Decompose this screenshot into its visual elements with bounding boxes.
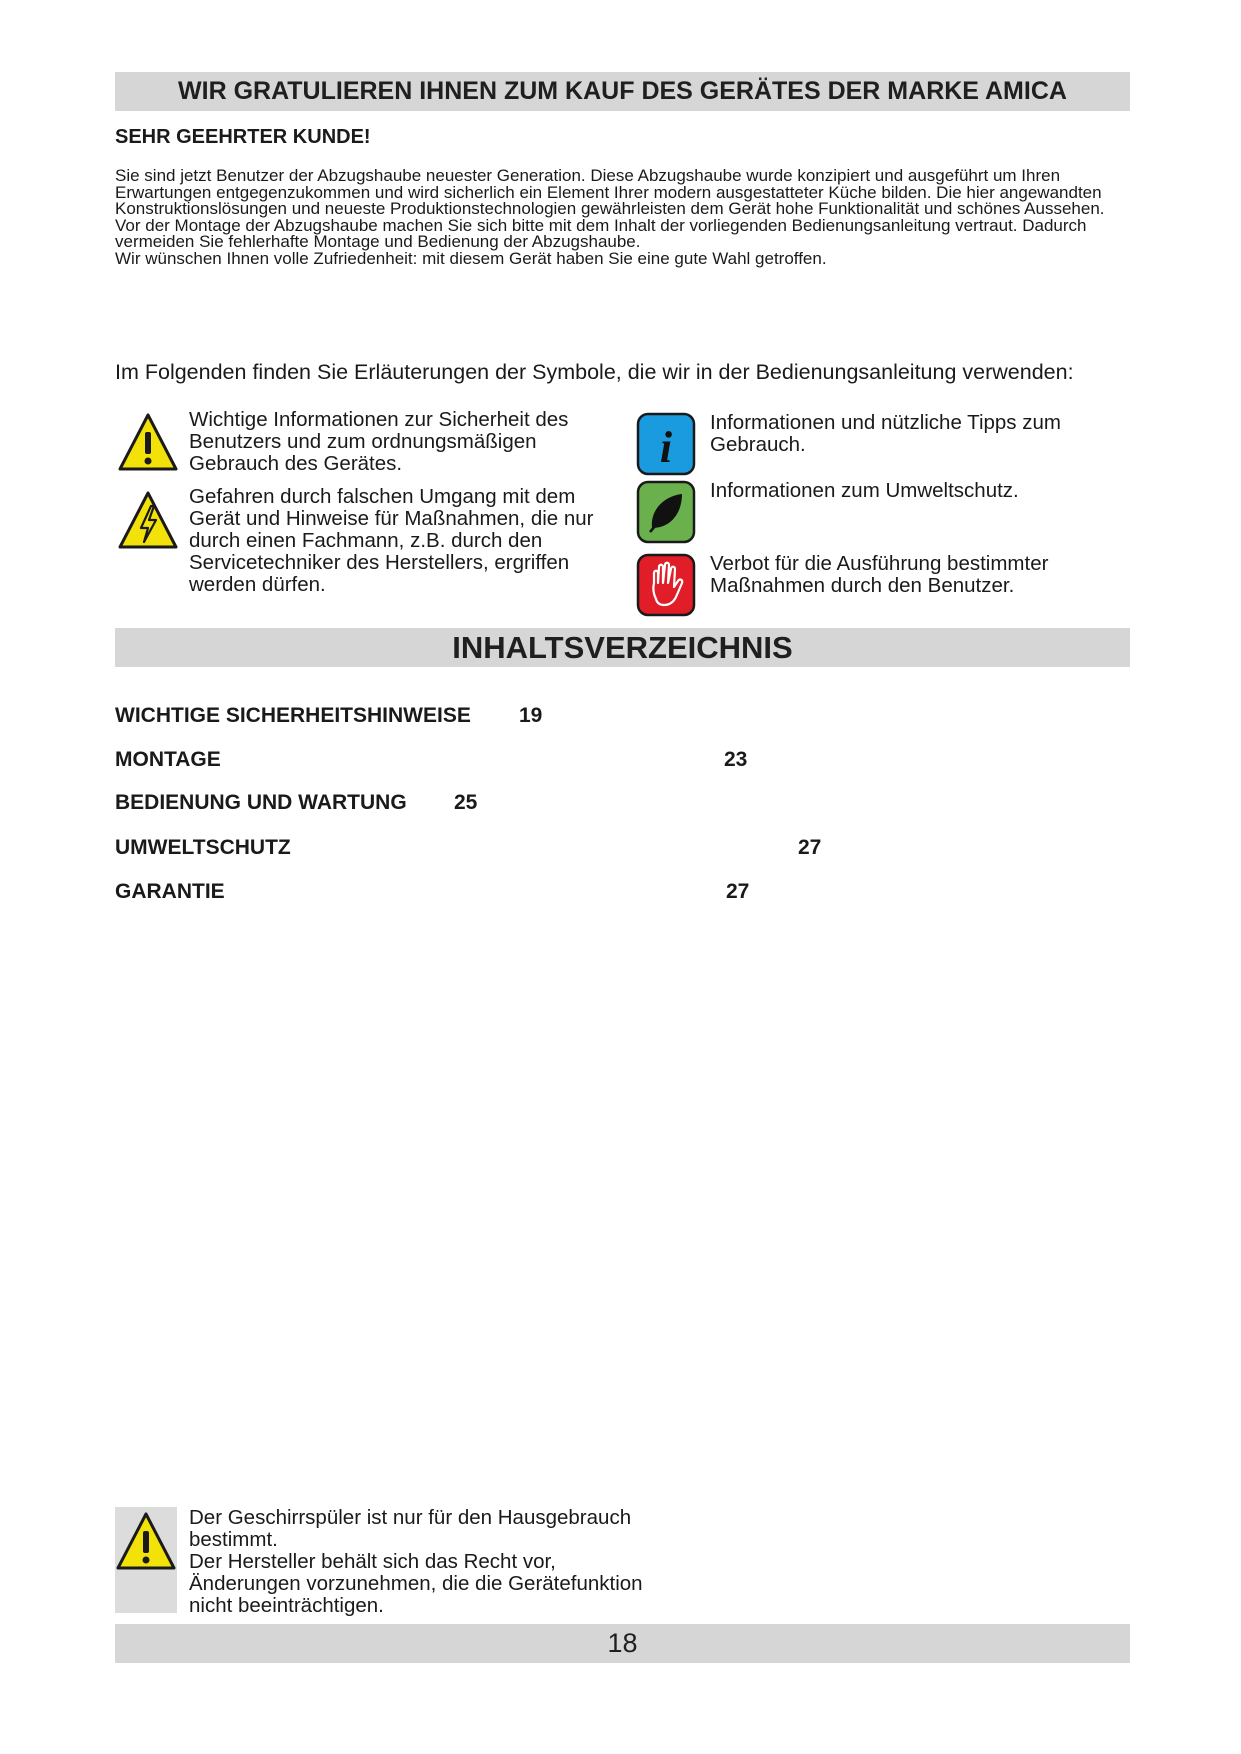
warning-icon [115, 1511, 177, 1571]
info-icon [636, 412, 696, 476]
footnote-line: Der Hersteller behält sich das Recht vor, Änderungen vorzunehmen, die die Gerätefunktion nicht beeinträchtigen. [189, 1550, 643, 1617]
info-description: Informationen und nützliche Tipps zum Gebrauch. [710, 411, 1061, 456]
footnote-line: Der Geschirrspüler ist nur für den Hausgebrauch bestimmt. [189, 1506, 632, 1551]
footnote-icon-box [115, 1507, 177, 1613]
toc-entry-page: 25 [454, 791, 478, 814]
toc-entry-page: 23 [724, 748, 748, 771]
toc-entry-page: 27 [798, 836, 822, 859]
leaf-icon [636, 480, 696, 544]
stop-hand-icon [636, 553, 696, 617]
toc-entry-label: MONTAGE [115, 748, 221, 771]
toc-title: INHALTSVERZEICHNIS [115, 628, 1130, 667]
warning-icon [117, 412, 179, 472]
electric-hazard-icon [117, 490, 179, 550]
footnote-text [189, 1507, 649, 1617]
greeting-heading: SEHR GEEHRTER KUNDE! [115, 126, 371, 148]
intro-text [115, 168, 1120, 267]
intro-closing: Wir wünschen Ihnen volle Zufriedenheit: mit diesem Gerät haben Sie eine gute Wahl getroffen. [115, 248, 827, 268]
forbidden-description: Verbot für die Ausführung bestimmter Maßnahmen durch den Benutzer. [710, 552, 1049, 597]
toc-entry-label: BEDIENUNG UND WARTUNG [115, 791, 407, 814]
page-number: 18 [115, 1624, 1130, 1663]
environment-description: Informationen zum Umweltschutz. [710, 479, 1019, 502]
toc-entry-label: WICHTIGE SICHERHEITSHINWEISE [115, 704, 471, 727]
toc-entry-label: UMWELTSCHUTZ [115, 836, 291, 859]
warning-description: Wichtige Informationen zur Sicherheit des Benutzers und zum ordnungsmäßigen Gebrauch des Gerätes. [189, 408, 569, 475]
intro-paragraph: Sie sind jetzt Benutzer der Abzugshaube neuester Generation. Diese Abzugshaube wurde konzipiert und ausgeführt um Ihren Erwartungen entgegenzukommen und wird sicherlich ein Element Ihrer modern ausgestatteter Küche bilden. Die hier angewandten Konstruktionslösungen und neueste Produktionstechnologien gewährleisten dem Gerät hohe Funktionalität und schönes Aussehen. Vor der Montage der Abzugshaube machen Sie sich bitte mit dem Inhalt der vorliegenden Bedienungsanleitung vertraut. Dadurch vermeiden Sie fehlerhafte Montage und Bedienung der Abzugshaube. [115, 166, 1105, 251]
info-glyph: i [659, 423, 673, 472]
symbols-intro-text: Im Folgenden finden Sie Erläuterungen der Symbole, die wir in der Bedienungsanleitung verwenden: [115, 360, 1074, 384]
toc-entry-label: GARANTIE [115, 880, 225, 903]
danger-description: Gefahren durch falschen Umgang mit dem Gerät und Hinweise für Maßnahmen, die nur durch einen Fachmann, z.B. durch den Servicetechniker des Herstellers, ergriffen werden dürfen. [189, 485, 594, 596]
page-header-title: WIR GRATULIEREN IHNEN ZUM KAUF DES GERÄTES DER MARKE AMICA [115, 72, 1130, 111]
toc-entry-page: 19 [519, 704, 543, 727]
toc-entry-page: 27 [726, 880, 750, 903]
